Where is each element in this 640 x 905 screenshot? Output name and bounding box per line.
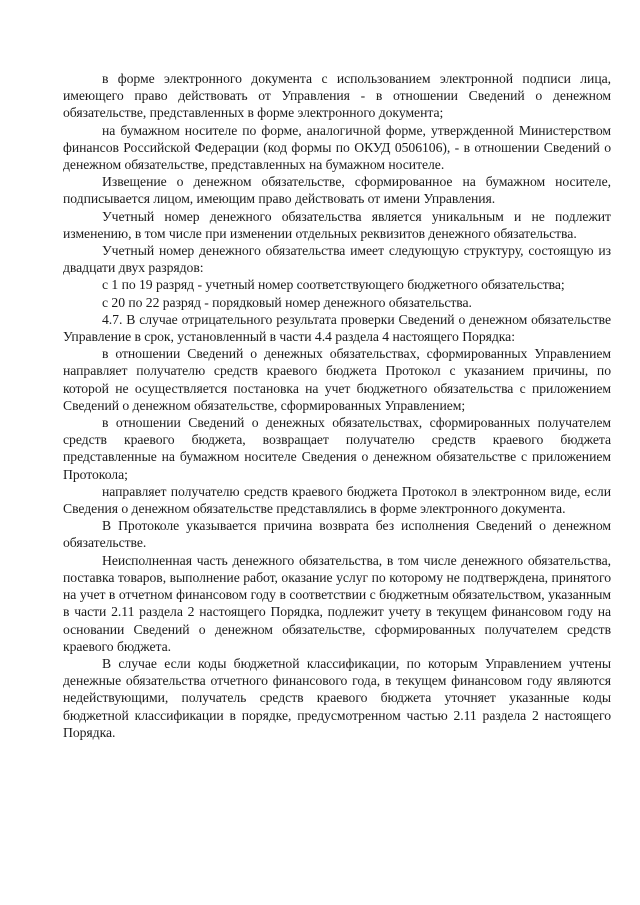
paragraph-section-4-7: 4.7. В случае отрицательного результата проверки Сведений о денежном обязательстве Управление в срок, установленный в части 4.4 раздела 4 настоящего Порядка: bbox=[63, 311, 611, 345]
paragraph-digits-1-19: с 1 по 19 разряд - учетный номер соответствующего бюджетного обязательства; bbox=[102, 277, 565, 293]
paragraph-budget-codes: В случае если коды бюджетной классификации, по которым Управлением учтены денежные обязательства отчетного финансового года, в текущем финансовом году являются недействующими, получатель средств краевого бюджета уточняет указанные коды бюджетной классификации в порядке, предусмотренном частью 2.11 раздела 2 настоящего Порядка. bbox=[63, 655, 611, 740]
paragraph-notice-signature: Извещение о денежном обязательстве, сформированное на бумажном носителе, подписывается лицом, имеющим право действовать от имени Управления. bbox=[63, 174, 611, 207]
paragraph-protocol-reason: В Протоколе указывается причина возврата без исполнения Сведений о денежном обязательстве. bbox=[63, 518, 611, 551]
paragraph-number-unique: Учетный номер денежного обязательства является уникальным и не подлежит изменению, в том числе при изменении отдельных реквизитов денежного обязательства. bbox=[63, 208, 611, 241]
paragraph-paper-form: на бумажном носителе по форме, аналогичной форме, утвержденной Министерством финансов Российской Федерации (код формы по ОКУД 0506106), - в отношении Сведений о денежном обязательстве, представленных на бумажном носителе. bbox=[63, 122, 611, 173]
paragraph-unfulfilled-part: Неисполненная часть денежного обязательства, в том числе денежного обязательства, поставка товаров, выполнение работ, оказание услуг по которому не подтверждена, принятого на учет в отчетном финансовом году в соответствии с бюджетным обязательством, указанным в части 2.11 раздела 2 настоящего Порядка, подлежит учету в текущем финансовом году на основании Сведений о денежном обязательстве, сформированных получателем средств краевого бюджета. bbox=[63, 552, 611, 654]
paragraph-formed-by-department: в отношении Сведений о денежных обязательствах, сформированных Управлением направляет получателю средств краевого бюджета Протокол с указанием причины, по которой не осуществляется постановка на учет бюджетного обязательства с приложением Сведений о денежном обязательстве, сформированных Управлением; bbox=[63, 346, 611, 413]
paragraph-digits-20-22: с 20 по 22 разряд - порядковый номер денежного обязательства. bbox=[102, 294, 472, 310]
paragraph-electronic-form: в форме электронного документа с использованием электронной подписи лица, имеющего право действовать от Управления - в отношении Сведений о денежном обязательстве, представленных в форме электронного документа; bbox=[63, 71, 611, 121]
paragraph-formed-by-recipient: в отношении Сведений о денежных обязательствах, сформированных получателем средств краевого бюджета, возвращает получателю средств краевого бюджета представленные на бумажном носителе Сведения о денежном обязательстве с приложением Протокола; bbox=[63, 415, 611, 482]
paragraph-number-structure: Учетный номер денежного обязательства имеет следующую структуру, состоящую из двадцати двух разрядов: bbox=[63, 243, 611, 276]
document-body bbox=[63, 70, 611, 741]
paragraph-electronic-protocol: направляет получателю средств краевого бюджета Протокол в электронном виде, если Сведения о денежном обязательстве представлялись в форме электронного документа. bbox=[63, 483, 611, 517]
